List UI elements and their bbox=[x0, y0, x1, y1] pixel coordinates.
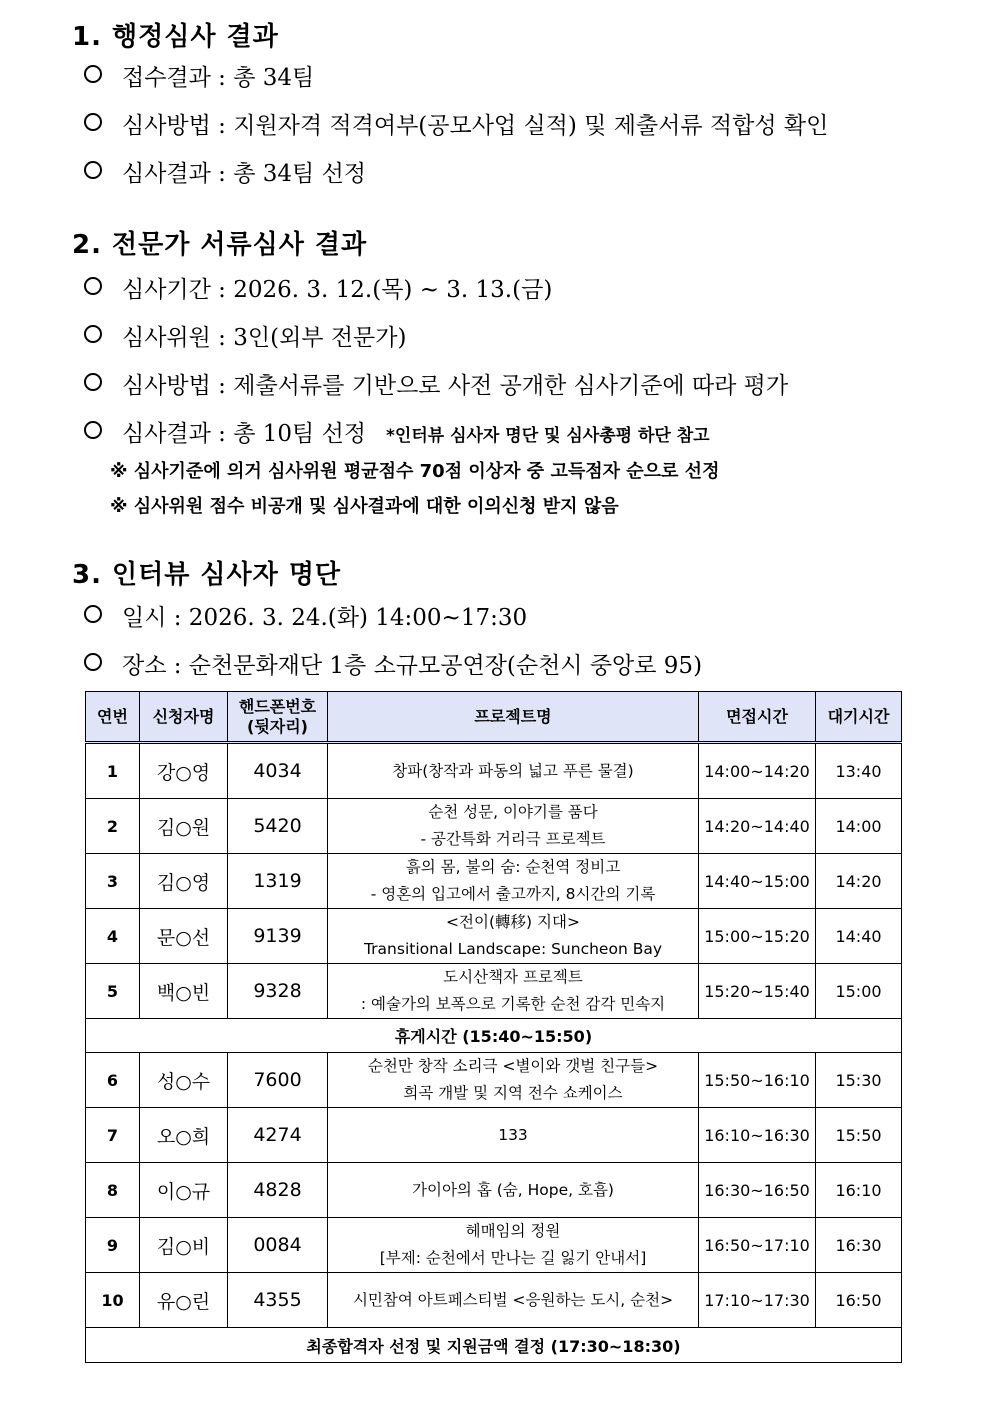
final-selection-label: 최종합격자 선정 및 지원금액 결정 (17:30~18:30) bbox=[86, 1328, 902, 1363]
table-row bbox=[86, 854, 902, 909]
header-wait: 대기시간 bbox=[816, 692, 902, 743]
row-project: 창파(창작과 파동의 넓고 푸른 물결) bbox=[328, 743, 699, 799]
row-wait: 16:10 bbox=[816, 1163, 902, 1218]
row-project: 시민참여 아트페스티벌 <응원하는 도시, 순천> bbox=[328, 1273, 699, 1328]
row-wait: 14:40 bbox=[816, 909, 902, 964]
row-phone: 4034 bbox=[228, 743, 328, 799]
appeal-subnote: ※ 심사위원 점수 비공개 및 심사결과에 대한 이의신청 받지 않음 bbox=[110, 496, 619, 517]
section-3-item: 장소 : 순천문화재단 1층 소규모공연장(순천시 중앙로 95) bbox=[84, 650, 702, 682]
row-time: 15:20~15:40 bbox=[699, 964, 816, 1019]
row-name: 오○희 bbox=[140, 1108, 228, 1163]
section-2-item: 심사방법 : 제출서류를 기반으로 사전 공개한 심사기준에 따라 평가 bbox=[84, 370, 788, 402]
row-name: 백○빈 bbox=[140, 964, 228, 1019]
header-no: 연번 bbox=[86, 692, 140, 743]
row-phone: 4828 bbox=[228, 1163, 328, 1218]
interview-schedule-table bbox=[85, 691, 902, 1363]
row-phone: 4355 bbox=[228, 1273, 328, 1328]
circle-bullet-icon bbox=[84, 421, 102, 439]
circle-bullet-icon bbox=[84, 605, 102, 623]
row-phone: 1319 bbox=[228, 854, 328, 909]
break-row bbox=[86, 1019, 902, 1053]
row-name: 성○수 bbox=[140, 1053, 228, 1108]
row-wait: 15:50 bbox=[816, 1108, 902, 1163]
criteria-subnote: ※ 심사기준에 의거 심사위원 평균점수 70점 이상자 중 고득점자 순으로 선정 bbox=[110, 461, 720, 482]
row-project: 순천 성문, 이야기를 품다 - 공간특화 거리극 프로젝트 bbox=[328, 799, 699, 854]
circle-bullet-icon bbox=[84, 277, 102, 295]
row-no: 9 bbox=[86, 1218, 140, 1273]
row-wait: 15:00 bbox=[816, 964, 902, 1019]
row-no: 8 bbox=[86, 1163, 140, 1218]
row-time: 15:00~15:20 bbox=[699, 909, 816, 964]
section-2-item: 심사기간 : 2026. 3. 12.(목) ~ 3. 13.(금) bbox=[84, 274, 552, 306]
row-wait: 14:00 bbox=[816, 799, 902, 854]
row-no: 10 bbox=[86, 1273, 140, 1328]
table-header-row bbox=[86, 692, 902, 743]
row-no: 4 bbox=[86, 909, 140, 964]
row-project: 도시산책자 프로젝트 : 예술가의 보폭으로 기록한 순천 감각 민속지 bbox=[328, 964, 699, 1019]
row-phone: 0084 bbox=[228, 1218, 328, 1273]
section-3-title: 3. 인터뷰 심사자 명단 bbox=[72, 560, 342, 590]
row-name: 문○선 bbox=[140, 909, 228, 964]
row-time: 16:30~16:50 bbox=[699, 1163, 816, 1218]
section-1-item: 접수결과 : 총 34팀 bbox=[84, 62, 314, 94]
header-project: 프로젝트명 bbox=[328, 692, 699, 743]
row-phone: 5420 bbox=[228, 799, 328, 854]
section-3-item: 일시 : 2026. 3. 24.(화) 14:00~17:30 bbox=[84, 602, 527, 634]
row-name: 김○영 bbox=[140, 854, 228, 909]
row-no: 5 bbox=[86, 964, 140, 1019]
row-wait: 16:50 bbox=[816, 1273, 902, 1328]
row-name: 김○원 bbox=[140, 799, 228, 854]
row-wait: 14:20 bbox=[816, 854, 902, 909]
row-no: 6 bbox=[86, 1053, 140, 1108]
row-time: 14:20~14:40 bbox=[699, 799, 816, 854]
final-row bbox=[86, 1328, 902, 1363]
row-time: 15:50~16:10 bbox=[699, 1053, 816, 1108]
row-no: 2 bbox=[86, 799, 140, 854]
row-project: 헤매임의 정원 [부제: 순천에서 만나는 길 잃기 안내서] bbox=[328, 1218, 699, 1273]
table-row bbox=[86, 909, 902, 964]
section-2-title: 2. 전문가 서류심사 결과 bbox=[72, 230, 368, 260]
row-phone: 4274 bbox=[228, 1108, 328, 1163]
row-time: 16:10~16:30 bbox=[699, 1108, 816, 1163]
row-project: 133 bbox=[328, 1108, 699, 1163]
row-no: 7 bbox=[86, 1108, 140, 1163]
row-wait: 13:40 bbox=[816, 743, 902, 799]
circle-bullet-icon bbox=[84, 161, 102, 179]
table-row bbox=[86, 1218, 902, 1273]
row-wait: 15:30 bbox=[816, 1053, 902, 1108]
row-name: 이○규 bbox=[140, 1163, 228, 1218]
circle-bullet-icon bbox=[84, 653, 102, 671]
circle-bullet-icon bbox=[84, 113, 102, 131]
row-time: 17:10~17:30 bbox=[699, 1273, 816, 1328]
row-wait: 16:30 bbox=[816, 1218, 902, 1273]
row-phone: 7600 bbox=[228, 1053, 328, 1108]
row-time: 16:50~17:10 bbox=[699, 1218, 816, 1273]
header-name: 신청자명 bbox=[140, 692, 228, 743]
table-row bbox=[86, 1163, 902, 1218]
row-project: 순천만 창작 소리극 <별이와 갯벌 친구들> 희곡 개발 및 지역 전수 쇼케이스 bbox=[328, 1053, 699, 1108]
table-row bbox=[86, 964, 902, 1019]
circle-bullet-icon bbox=[84, 373, 102, 391]
break-time-label: 휴게시간 (15:40~15:50) bbox=[86, 1019, 902, 1053]
row-name: 김○비 bbox=[140, 1218, 228, 1273]
section-1-item: 심사결과 : 총 34팀 선정 bbox=[84, 158, 366, 190]
table-row bbox=[86, 1108, 902, 1163]
row-time: 14:40~15:00 bbox=[699, 854, 816, 909]
header-phone: 핸드폰번호 (뒷자리) bbox=[228, 692, 328, 743]
table-row bbox=[86, 1273, 902, 1328]
section-1-title: 1. 행정심사 결과 bbox=[72, 22, 279, 52]
row-name: 강○영 bbox=[140, 743, 228, 799]
circle-bullet-icon bbox=[84, 325, 102, 343]
table-row bbox=[86, 799, 902, 854]
section-2-item: 심사결과 : 총 10팀 선정 *인터뷰 심사자 명단 및 심사총평 하단 참고 bbox=[84, 418, 710, 452]
interview-note: *인터뷰 심사자 명단 및 심사총평 하단 참고 bbox=[386, 426, 710, 446]
header-time: 면접시간 bbox=[699, 692, 816, 743]
section-2-item: 심사위원 : 3인(외부 전문가) bbox=[84, 322, 406, 354]
row-phone: 9328 bbox=[228, 964, 328, 1019]
row-phone: 9139 bbox=[228, 909, 328, 964]
section-1-item: 심사방법 : 지원자격 적격여부(공모사업 실적) 및 제출서류 적합성 확인 bbox=[84, 110, 828, 142]
table-row bbox=[86, 743, 902, 799]
row-project: 흙의 몸, 불의 숨: 순천역 정비고 - 영혼의 입고에서 출고까지, 8시간의 기록 bbox=[328, 854, 699, 909]
row-no: 1 bbox=[86, 743, 140, 799]
row-project: <전이(轉移) 지대> Transitional Landscape: Suncheon Bay bbox=[328, 909, 699, 964]
row-time: 14:00~14:20 bbox=[699, 743, 816, 799]
row-project: 가이아의 홉 (숨, Hope, 호흡) bbox=[328, 1163, 699, 1218]
circle-bullet-icon bbox=[84, 65, 102, 83]
row-no: 3 bbox=[86, 854, 140, 909]
row-name: 유○린 bbox=[140, 1273, 228, 1328]
table-row bbox=[86, 1053, 902, 1108]
